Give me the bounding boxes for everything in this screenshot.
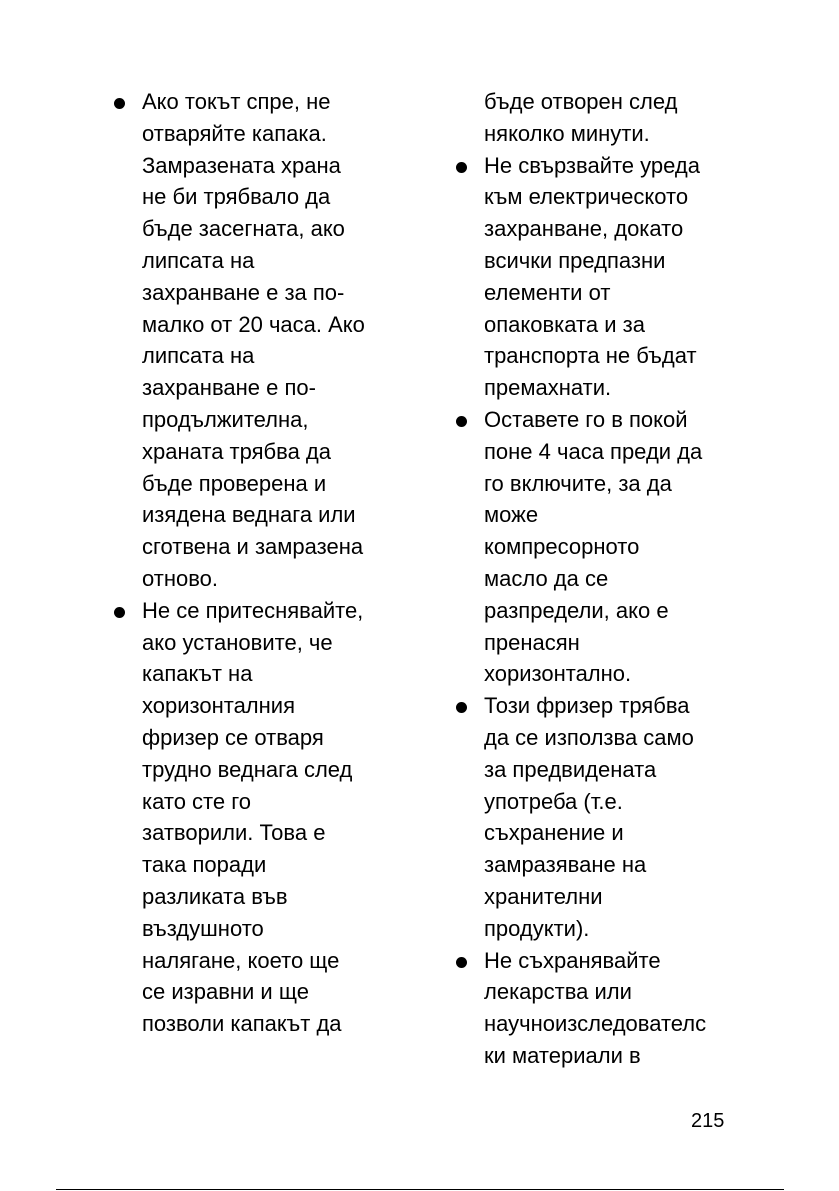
text-line: замразяване на (484, 852, 647, 878)
text-line: като сте го (142, 788, 251, 814)
text-line: храната трябва да (142, 438, 331, 464)
text-line: за предвидената (484, 756, 657, 782)
bullet-item-no-medicines (452, 945, 752, 1072)
text-line: бъде проверена и (142, 470, 327, 496)
text-line: ки материали в (484, 1042, 641, 1068)
text-line: елементи от (484, 279, 611, 305)
bullet-icon (114, 607, 125, 618)
text-line: масло да се (484, 565, 609, 591)
text-line: въздушното (142, 915, 264, 941)
text-line: отваряйте капака. (142, 120, 327, 146)
text-line: Не се притеснявайте, (142, 597, 364, 623)
text-line: отново. (142, 565, 219, 591)
text-line: хранителни (484, 883, 603, 909)
text-line: всички предпазни (484, 247, 666, 273)
text-line: няколко минути. (484, 120, 650, 146)
text-line: не би трябвало да (142, 184, 331, 210)
footer-divider (56, 1189, 784, 1190)
text-line: към електрическото (484, 184, 689, 210)
bullet-item-lid-pressure (110, 595, 400, 1040)
text-line: Замразената храна (142, 152, 341, 178)
bullet-icon (456, 416, 467, 427)
text-line: захранване, докато (484, 216, 684, 242)
text-line: Този фризер трябва (484, 693, 690, 719)
text-line: ако установите, че (142, 629, 333, 655)
text-line: захранване е за по- (142, 279, 345, 305)
text-line: съхранение и (484, 820, 624, 846)
bullet-item-rest-period (452, 404, 752, 690)
text-line: пренасян (484, 629, 580, 655)
text-line: позволи капакът да (142, 1011, 342, 1037)
bullet-icon (456, 957, 467, 968)
text-line: Не свързвайте уреда (484, 152, 700, 178)
text-line: може (484, 502, 539, 528)
text-line: научноизследователс (484, 1011, 707, 1037)
text-line: премахнати. (484, 375, 612, 401)
text-line: бъде засегната, ако (142, 216, 345, 242)
text-line: лекарства или (484, 979, 632, 1005)
text-line: компресорното (484, 534, 640, 560)
bullet-item-intended-use (452, 690, 752, 944)
text-line: разпредели, ако е (484, 597, 669, 623)
text-line: налягане, което ще (142, 947, 340, 973)
text-line: продължителна, (142, 406, 309, 432)
text-line: Оставете го в покой (484, 406, 688, 432)
bullet-icon (456, 162, 467, 173)
text-line: бъде отворен след (484, 89, 678, 114)
text-line: го включите, за да (484, 470, 672, 496)
text-line: хоризонталния (142, 693, 295, 719)
text-line: Ако токът спре, не (142, 89, 331, 114)
text-line: затворили. Това е (142, 820, 326, 846)
text-line: фризер се отваря (142, 724, 324, 750)
text-line: да се използва само (484, 724, 694, 750)
text-line: трудно веднага след (142, 756, 353, 782)
text-line: липсата на (142, 247, 255, 273)
text-line: разликата във (142, 883, 288, 909)
left-column (110, 86, 400, 1040)
text-line: липсата на (142, 343, 255, 369)
bullet-icon (456, 702, 467, 713)
text-line: поне 4 часа преди да (484, 438, 703, 464)
text-line: малко от 20 часа. Ако (142, 311, 365, 337)
text-line: се изравни и ще (142, 979, 309, 1005)
text-line: захранване е по- (142, 375, 316, 401)
right-column (452, 86, 752, 1072)
text-line: транспорта не бъдат (484, 343, 697, 369)
page-number: 215 (691, 1110, 725, 1132)
bullet-item-power-outage (110, 86, 400, 595)
text-line: хоризонтално. (484, 661, 632, 687)
text-line: употреба (т.е. (484, 788, 623, 814)
text-line: изядена веднага или (142, 502, 356, 528)
bullet-icon (114, 98, 125, 109)
text-line: сготвена и замразена (142, 534, 364, 560)
text-line: опаковката и за (484, 311, 645, 337)
text-line: така поради (142, 852, 267, 878)
continued-item-lid-pressure (452, 86, 752, 150)
text-line: капакът на (142, 661, 253, 687)
bullet-item-packaging (452, 150, 752, 404)
text-line: Не съхранявайте (484, 947, 661, 973)
text-line: продукти). (484, 915, 590, 941)
